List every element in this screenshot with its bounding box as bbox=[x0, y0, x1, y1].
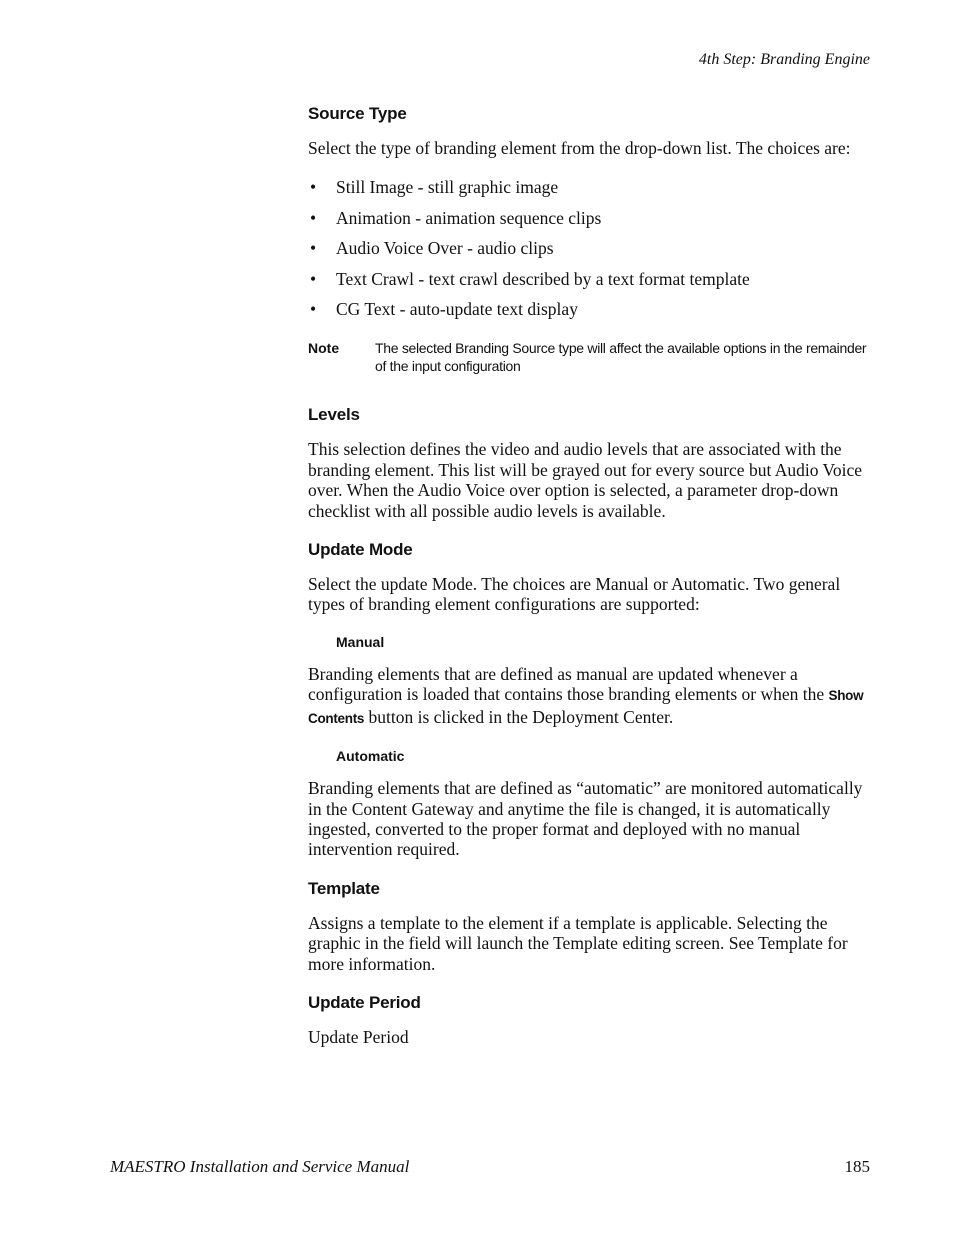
update-period-heading: Update Period bbox=[308, 992, 421, 1012]
update-mode-heading: Update Mode bbox=[308, 540, 413, 560]
bullet-icon: • bbox=[310, 299, 317, 320]
list-item: • Text Crawl - text crawl described by a text format template bbox=[310, 268, 750, 289]
manual-body: Branding elements that are defined as manual are updated whenever a configuration is loaded that contains those branding elements or when the Show Contents button is clicked in the Deployment Center. bbox=[308, 663, 864, 727]
list-item: • CG Text - auto-update text display bbox=[310, 299, 578, 320]
levels-body: This selection defines the video and audio levels that are associated with the branding element. This list will be grayed out for every source but Audio Voice over. When the Audio Voice over option is selected, a parameter drop-down checklist with all possible audio levels is available. bbox=[308, 439, 863, 521]
list-item: • Still Image - still graphic image bbox=[310, 177, 559, 198]
section-source-type bbox=[308, 104, 872, 375]
section-levels bbox=[308, 405, 872, 521]
section-template bbox=[308, 879, 872, 974]
template-body: Assigns a template to the element if a template is applicable. Selecting the graphic in the field will launch the Template editing screen. See Template for more information. bbox=[308, 912, 848, 974]
running-header: 4th Step: Branding Engine bbox=[698, 51, 870, 68]
note bbox=[308, 339, 872, 375]
bullet-icon: • bbox=[310, 177, 317, 198]
running-footer bbox=[110, 1157, 870, 1177]
manual-subheading: Manual bbox=[336, 633, 385, 650]
bullet-icon: • bbox=[310, 238, 317, 259]
list-item: • Animation - animation sequence clips bbox=[310, 207, 602, 228]
list-item: • Audio Voice Over - audio clips bbox=[310, 238, 554, 259]
manual-title: MAESTRO Installation and Service Manual bbox=[110, 1157, 410, 1176]
automatic-body: Branding elements that are defined as “automatic” are monitored automatically in the Content Gateway and anytime the file is changed, it is automatically ingested, converted to the proper format and deployed with no manual intervention required. bbox=[308, 778, 863, 860]
show-contents-term: Show Contents bbox=[308, 688, 864, 726]
update-period-body: Update Period bbox=[308, 1026, 409, 1047]
update-mode-body: Select the update Mode. The choices are Manual or Automatic. Two general types of branding element configurations are supported: bbox=[308, 574, 841, 615]
section-update-mode bbox=[308, 540, 872, 860]
source-type-list bbox=[308, 177, 872, 319]
bullet-icon: • bbox=[310, 207, 317, 228]
bullet-icon: • bbox=[310, 268, 317, 289]
page-content bbox=[308, 104, 872, 1066]
section-update-period bbox=[308, 993, 872, 1047]
source-type-heading: Source Type bbox=[308, 104, 407, 123]
source-type-intro: Select the type of branding element from the drop-down list. The choices are: bbox=[308, 138, 851, 158]
levels-heading: Levels bbox=[308, 405, 360, 425]
page-number: 185 bbox=[844, 1157, 870, 1176]
template-heading: Template bbox=[308, 878, 380, 898]
automatic-subheading: Automatic bbox=[336, 748, 405, 765]
note-text: The selected Branding Source type will affect the available options in the remainder of the input configuration bbox=[375, 340, 867, 375]
note-label: Note bbox=[308, 340, 340, 357]
